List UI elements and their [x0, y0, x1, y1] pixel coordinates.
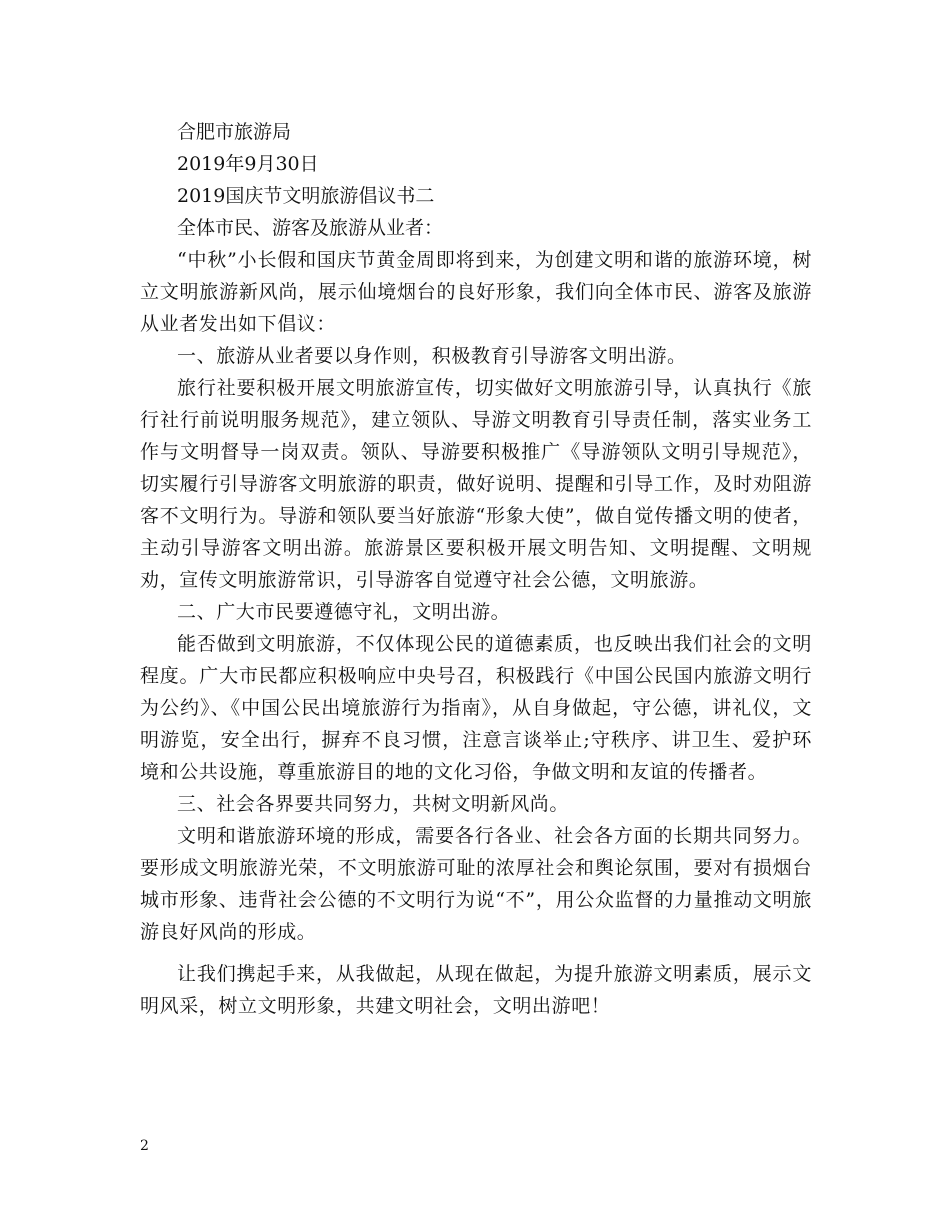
section-body-2: 能否做到文明旅游，不仅体现公民的道德素质，也反映出我们社会的文明程度。广大市民都应积极响应中央号召，积极践行《中国公民国内旅游文明行为公约》、《中国公民出境旅游行为指南》，从自身做起，守公德，讲礼仪，文明游览，安全出行，摒弃不良习惯，注意言谈举止;守秩序、讲卫生、爱护环境和公共设施，尊重旅游目的地的文化习俗，争做文明和友谊的传播者。: [140, 633, 812, 783]
intro-paragraph: “中秋”小长假和国庆节黄金周即将到来，为创建文明和谐的旅游环境，树立文明旅游新风尚，展示仙境烟台的良好形象，我们向全体市民、游客及旅游从业者发出如下倡议：: [140, 249, 812, 335]
section-heading-3: 三、社会各界要共同努力，共树文明新风尚。: [177, 793, 570, 815]
document-body: [140, 116, 812, 1022]
section-heading-2: 二、广大市民要遵德守礼，文明出游。: [177, 601, 511, 623]
section-body-3: 文明和谐旅游环境的形成，需要各行各业、社会各方面的长期共同努力。要形成文明旅游光荣，不文明旅游可耻的浓厚社会和舆论氛围，要对有损烟台城市形象、违背社会公德的不文明行为说“不”，用公众监督的力量推动文明旅游良好风尚的形成。: [140, 825, 812, 943]
issuing-organization: 合肥市旅游局: [177, 121, 292, 143]
closing-paragraph: 让我们携起手来，从我做起，从现在做起，为提升旅游文明素质，展示文明风采，树立文明形象，共建文明社会，文明出游吧！: [140, 963, 812, 1017]
document-title: 2019国庆节文明旅游倡议书二: [177, 185, 435, 207]
page-number: 2: [140, 1138, 149, 1154]
section-body-1: 旅行社要积极开展文明旅游宣传，切实做好文明旅游引导，认真执行《旅行社行前说明服务规范》，建立领队、导游文明教育引导责任制，落实业务工作与文明督导一岗双责。领队、导游要积极推广《导游领队文明引导规范》，切实履行引导游客文明旅游的职责，做好说明、提醒和引导工作，及时劝阻游客不文明行为。导游和领队要当好旅游“形象大使”，做自觉传播文明的使者，主动引导游客文明出游。旅游景区要积极开展文明告知、文明提醒、文明规劝，宣传文明旅游常识，引导游客自觉遵守社会公德，文明旅游。: [140, 377, 812, 591]
salutation: 全体市民、游客及旅游从业者：: [177, 217, 444, 239]
section-heading-1: 一、旅游从业者要以身作则，积极教育引导游客文明出游。: [177, 345, 687, 367]
document-date: 2019年9月30日: [177, 153, 319, 175]
